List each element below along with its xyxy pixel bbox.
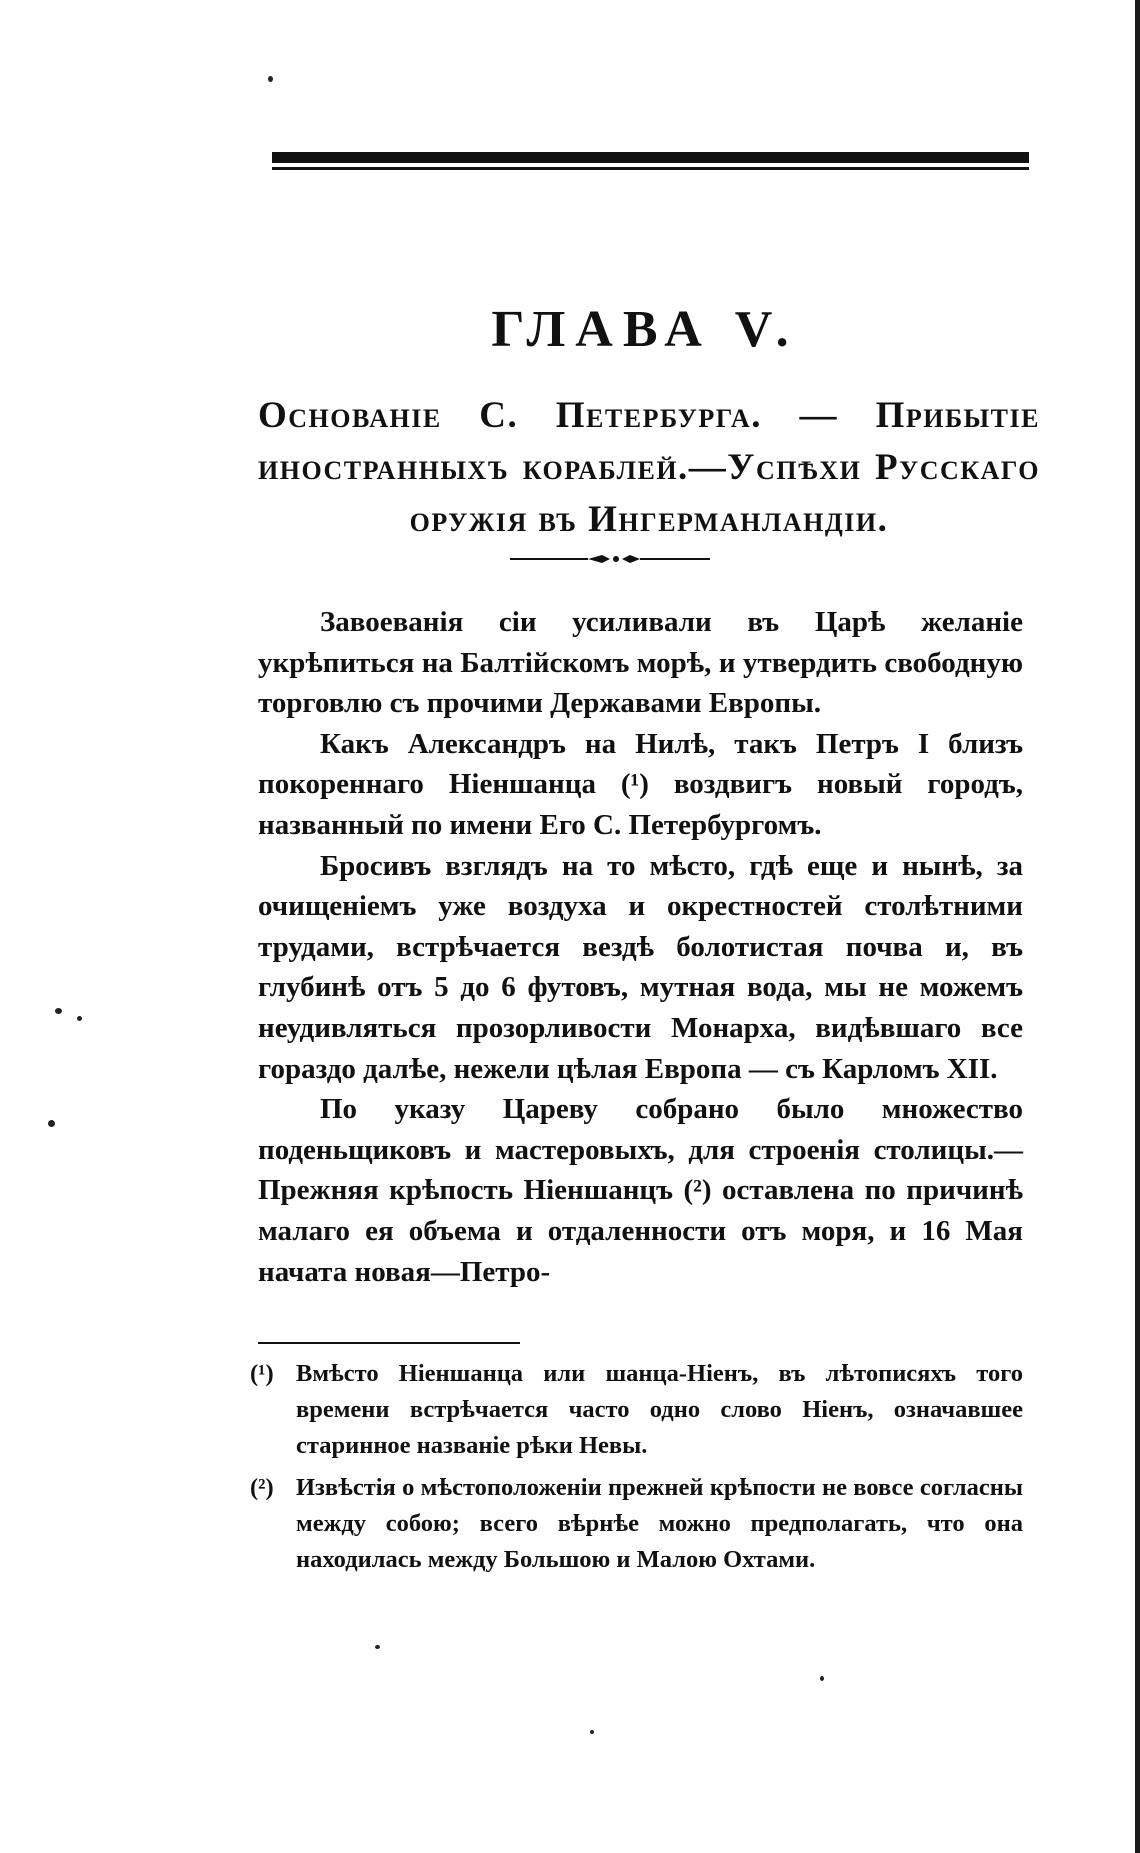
header-double-rule bbox=[272, 152, 1029, 170]
scan-speck bbox=[590, 1730, 594, 1734]
ornament-divider bbox=[510, 552, 710, 566]
footnote bbox=[250, 1470, 1023, 1578]
paragraph: Завоеванія сіи усиливали въ Царѣ желаніе укрѣпиться на Балтійскомъ морѣ, и утвердить свободную торговлю съ прочими Державами Европы. bbox=[258, 606, 1023, 720]
scan-speck bbox=[820, 1676, 824, 1681]
footnote-mark: (²) bbox=[250, 1474, 274, 1501]
footnote-mark: (¹) bbox=[250, 1360, 274, 1387]
scan-speck bbox=[375, 1645, 380, 1649]
footnote-text: Извѣстія о мѣстоположеніи прежней крѣпости не вовсе согласны между собою; всего вѣрнѣе можно предполагать, что она находилась между Большою и Малою Охтами. bbox=[296, 1474, 1023, 1573]
chapter-title: ГЛАВА V. bbox=[491, 301, 799, 358]
footnote-rule bbox=[258, 1342, 520, 1344]
paragraph: По указу Цареву собрано было множество поденьщиковъ и мастеровыхъ, для строенія столицы.—Прежняя крѣпость Ніеншанцъ (²) оставлена по причинѣ малаго ея объема и отдаленности отъ моря, и 16 Мая начата новая—Петро- bbox=[258, 1093, 1023, 1288]
footnote-text: Вмѣсто Ніеншанца или шанца-Ніенъ, въ лѣтописяхъ того времени встрѣчается часто одно слово Ніенъ, означавшее старинное названіе рѣки Невы. bbox=[296, 1360, 1023, 1459]
paragraph: Бросивъ взглядъ на то мѣсто, гдѣ еще и нынѣ, за очищеніемъ уже воздуха и окрестностей столѣтними трудами, встрѣчается вездѣ болотистая почва и, въ глубинѣ отъ 5 до 6 футовъ, мутная вода, мы не можемъ неудивляться прозорливости Монарха, видѣвшаго все гораздо далѣе, нежели цѣлая Европа — съ Карломъ XII. bbox=[258, 849, 1023, 1085]
chapter-subtitle: Основаніе С. Петербурга. — Прибытіе иностранныхъ кораблей.—Успѣхи Русскаго оружія въ Ингерманландіи. bbox=[258, 395, 1040, 540]
page-edge-shadow bbox=[1135, 0, 1140, 1853]
scan-speck bbox=[268, 76, 273, 82]
scan-speck bbox=[55, 1008, 62, 1014]
scan-speck bbox=[77, 1016, 82, 1021]
body-text bbox=[258, 602, 1023, 1292]
scan-speck bbox=[48, 1120, 55, 1127]
paragraph: Какъ Александръ на Нилѣ, такъ Петръ I близъ покореннаго Ніеншанца (¹) воздвигъ новый городъ, названный по имени Его С. Петербургомъ. bbox=[258, 727, 1023, 841]
footnotes bbox=[250, 1356, 1023, 1584]
footnote bbox=[250, 1356, 1023, 1464]
